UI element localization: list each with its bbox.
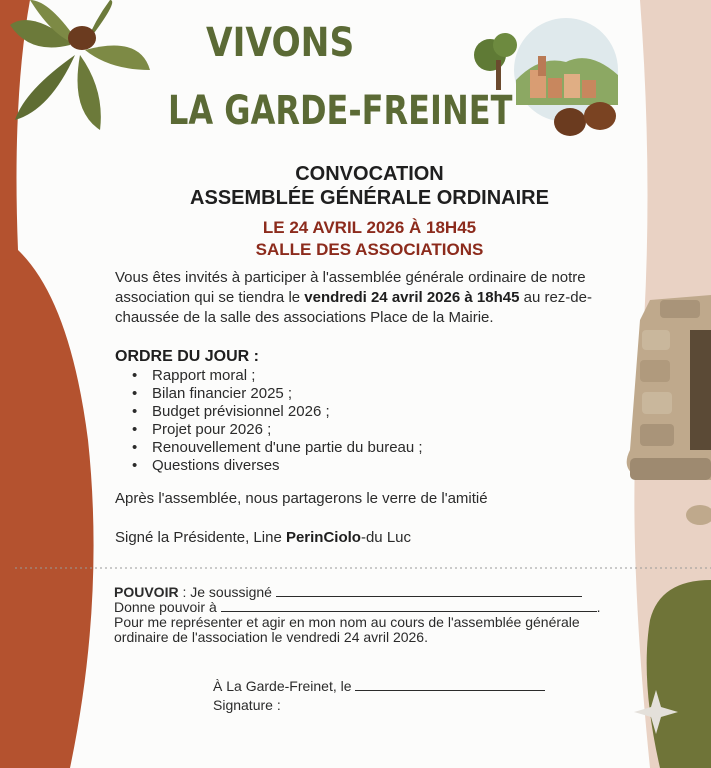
signature-name: PerinCiolo — [285, 529, 361, 546]
delegate-field-line[interactable] — [221, 600, 597, 612]
proxy-form: POUVOIR : Je soussigné Donne pouvoir à . Pour me représenter et agir en mon nom au cours de l'assemblée générale ordinaire de l'association le vendredi 24 avril 2026. — [114, 585, 620, 645]
intro-text-2: au rez-de-chaussée de la salle des associations Place de la Mairie. — [115, 289, 592, 326]
proxy-text-1: : Je soussigné — [178, 584, 276, 600]
signature-label: Signature : — [213, 697, 281, 713]
agenda-item: • Rapport moral ; — [132, 367, 423, 385]
proxy-text-3: Pour me représenter et agir en mon nom au cours de l'assemblée générale ordinaire de l'association le vendredi 24 avril 2026. — [114, 614, 580, 645]
signature-suffix: -du Luc — [360, 529, 412, 546]
after-assembly-text: Après l'assemblée, nous partagerons le verre de l'amitié — [115, 490, 488, 507]
assembly-heading: ASSEMBLÉE GÉNÉRALE ORDINAIRE — [190, 187, 549, 209]
title-line-2: LA GARDE-FREINET — [168, 88, 513, 134]
agenda-title: ORDRE DU JOUR : — [115, 348, 260, 365]
title-line-1: VIVONS — [206, 20, 355, 66]
olive-shape — [647, 580, 711, 768]
president-signature — [115, 529, 411, 546]
date-heading: LE 24 AVRIL 2026 À 18H45 — [262, 218, 477, 237]
intro-paragraph — [115, 268, 625, 328]
place-date-line — [213, 678, 545, 694]
agenda-item: • Projet pour 2026 ; — [132, 421, 423, 439]
agenda-item: • Bilan financier 2025 ; — [132, 385, 423, 403]
convocation-heading: CONVOCATION — [295, 163, 444, 185]
date-field-line[interactable] — [355, 679, 545, 691]
intro-date-bold: vendredi 24 avril 2026 à 18h45 — [304, 289, 520, 306]
name-field-line[interactable] — [276, 585, 582, 597]
signature-prefix: Signé la Présidente, Line — [115, 529, 286, 546]
agenda-item: • Questions diverses — [132, 457, 423, 475]
agenda-list — [132, 367, 423, 475]
stone-wall-illustration — [627, 295, 711, 525]
place-label: À La Garde-Freinet, le — [213, 678, 356, 694]
proxy-text-2: Donne pouvoir à — [114, 599, 221, 615]
location-heading: SALLE DES ASSOCIATIONS — [255, 240, 484, 259]
agenda-item: • Budget prévisionnel 2026 ; — [132, 403, 423, 421]
agenda-item: • Renouvellement d'une partie du bureau ; — [132, 439, 423, 457]
proxy-label: POUVOIR — [114, 584, 179, 600]
intro-text-1: Vous êtes invités à participer à l'assemblée générale ordinaire de notre association qui se tiendra le — [115, 269, 586, 306]
